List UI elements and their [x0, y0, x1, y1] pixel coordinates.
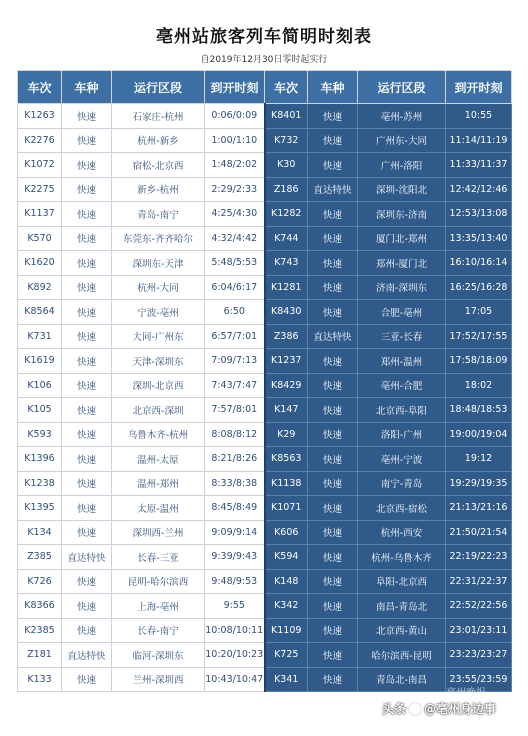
- cell-train-type: 快速: [308, 422, 358, 447]
- cell-time: 11:33/11:37: [446, 153, 512, 178]
- cell-time: 7:09/7:13: [205, 349, 265, 374]
- cell-time: 18:02: [446, 373, 512, 398]
- cell-train-type: 快速: [308, 496, 358, 521]
- cell-train-no: K606: [265, 520, 308, 545]
- cell-time: 22:19/22:23: [446, 545, 512, 570]
- table-row: [18, 643, 512, 668]
- header-route: 运行区段: [112, 71, 205, 104]
- cell-time: 4:32/4:42: [205, 226, 265, 251]
- cell-time: 23:55/23:59: [446, 667, 512, 692]
- header-train-type: 车种: [308, 71, 358, 104]
- cell-time: 17:52/17:55: [446, 324, 512, 349]
- cell-train-no: K732: [265, 128, 308, 153]
- cell-train-no: K725: [265, 643, 308, 668]
- cell-time: 22:52/22:56: [446, 594, 512, 619]
- watermark-account: @亳州身边事: [424, 702, 497, 716]
- cell-route: 新乡-杭州: [112, 177, 205, 202]
- cell-time: 18:48/18:53: [446, 398, 512, 423]
- cell-train-type: 快速: [308, 667, 358, 692]
- table-row: [18, 373, 512, 398]
- cell-route: 乌鲁木齐-杭州: [112, 422, 205, 447]
- cell-time: 1:48/2:02: [205, 153, 265, 178]
- header-train-no: 车次: [18, 71, 62, 104]
- cell-route: 北京西-阜阳: [358, 398, 446, 423]
- cell-train-type: 快速: [62, 153, 112, 178]
- cell-route: 阜阳-北京西: [358, 569, 446, 594]
- cell-time: 6:57/7:01: [205, 324, 265, 349]
- table-row: [18, 104, 512, 129]
- cell-train-type: 快速: [62, 447, 112, 472]
- cell-time: 8:21/8:26: [205, 447, 265, 472]
- table-row: [18, 177, 512, 202]
- cell-train-no: K1238: [18, 471, 62, 496]
- cell-time: 9:09/9:14: [205, 520, 265, 545]
- cell-train-type: 快速: [308, 128, 358, 153]
- cell-train-no: K744: [265, 226, 308, 251]
- cell-train-type: 快速: [308, 300, 358, 325]
- cell-time: 7:57/8:01: [205, 398, 265, 423]
- cell-time: 6:04/6:17: [205, 275, 265, 300]
- cell-train-type: 快速: [308, 226, 358, 251]
- cell-train-type: 直达特快: [62, 643, 112, 668]
- cell-time: 22:31/22:37: [446, 569, 512, 594]
- table-row: [18, 202, 512, 227]
- cell-route: 石家庄-杭州: [112, 104, 205, 129]
- cell-train-type: 快速: [62, 594, 112, 619]
- table-row: [18, 520, 512, 545]
- cell-time: 1:00/1:10: [205, 128, 265, 153]
- cell-route: 深圳东-济南: [358, 202, 446, 227]
- cell-train-no: K731: [18, 324, 62, 349]
- cell-train-no: K8564: [18, 300, 62, 325]
- table-row: [18, 128, 512, 153]
- cell-time: 12:42/12:46: [446, 177, 512, 202]
- cell-route: 三亚-长春: [358, 324, 446, 349]
- cell-train-type: 快速: [308, 545, 358, 570]
- cell-train-no: K8563: [265, 447, 308, 472]
- cell-time: 19:00/19:04: [446, 422, 512, 447]
- cell-route: 亳州-苏州: [358, 104, 446, 129]
- cell-route: 临河-深圳东: [112, 643, 205, 668]
- header-route: 运行区段: [358, 71, 446, 104]
- cell-route: 厦门北-郑州: [358, 226, 446, 251]
- cell-train-no: K593: [18, 422, 62, 447]
- cell-train-type: 快速: [308, 275, 358, 300]
- cell-route: 宿松-北京西: [112, 153, 205, 178]
- cell-train-no: K1109: [265, 618, 308, 643]
- cell-train-type: 快速: [308, 153, 358, 178]
- cell-route: 南宁-青岛: [358, 471, 446, 496]
- cell-route: 天津-深圳东: [112, 349, 205, 374]
- watermark: [382, 700, 496, 717]
- table-row: [18, 226, 512, 251]
- table-row: [18, 545, 512, 570]
- cell-train-no: K1137: [18, 202, 62, 227]
- cell-train-no: K743: [265, 251, 308, 276]
- table-row: [18, 667, 512, 692]
- cell-time: 4:25/4:30: [205, 202, 265, 227]
- cell-train-no: K2385: [18, 618, 62, 643]
- table-row: [18, 153, 512, 178]
- cell-train-no: K148: [265, 569, 308, 594]
- cell-route: 兰州-深圳西: [112, 667, 205, 692]
- cell-route: 青岛北-南昌: [358, 667, 446, 692]
- cell-train-no: Z386: [265, 324, 308, 349]
- cell-route: 北京西-黄山: [358, 618, 446, 643]
- cell-train-type: 快速: [308, 569, 358, 594]
- cell-train-type: 快速: [308, 373, 358, 398]
- cell-train-no: K892: [18, 275, 62, 300]
- cell-train-no: K1281: [265, 275, 308, 300]
- header-time: 到开时刻: [446, 71, 512, 104]
- cell-time: 8:33/8:38: [205, 471, 265, 496]
- cell-time: 6:50: [205, 300, 265, 325]
- cell-time: 10:08/10:11: [205, 618, 265, 643]
- cell-train-type: 快速: [308, 643, 358, 668]
- cell-train-no: K1396: [18, 447, 62, 472]
- cell-train-no: K105: [18, 398, 62, 423]
- cell-time: 21:13/21:16: [446, 496, 512, 521]
- cell-time: 17:58/18:09: [446, 349, 512, 374]
- cell-train-type: 快速: [62, 398, 112, 423]
- cell-train-type: 快速: [62, 667, 112, 692]
- cell-route: 太原-温州: [112, 496, 205, 521]
- cell-train-type: 快速: [308, 594, 358, 619]
- cell-route: 上海-亳州: [112, 594, 205, 619]
- cell-train-type: 快速: [308, 398, 358, 423]
- cell-route: 杭州-乌鲁木齐: [358, 545, 446, 570]
- cell-train-type: 快速: [308, 202, 358, 227]
- cell-train-no: Z186: [265, 177, 308, 202]
- cell-train-no: K8366: [18, 594, 62, 619]
- cell-train-no: K570: [18, 226, 62, 251]
- header-train-type: 车种: [62, 71, 112, 104]
- cell-train-type: 快速: [62, 373, 112, 398]
- cell-train-no: K1138: [265, 471, 308, 496]
- cell-train-no: K134: [18, 520, 62, 545]
- cell-time: 19:12: [446, 447, 512, 472]
- cell-train-type: 快速: [62, 104, 112, 129]
- cell-route: 郑州-厦门北: [358, 251, 446, 276]
- cell-route: 济南-深圳东: [358, 275, 446, 300]
- cell-train-type: 直达特快: [308, 324, 358, 349]
- cell-train-no: K726: [18, 569, 62, 594]
- cell-train-no: K106: [18, 373, 62, 398]
- cell-time: 9:48/9:53: [205, 569, 265, 594]
- cell-route: 洛阳-广州: [358, 422, 446, 447]
- cell-train-type: 快速: [308, 349, 358, 374]
- cell-train-no: Z385: [18, 545, 62, 570]
- cell-train-type: 快速: [62, 618, 112, 643]
- page-title: 亳州站旅客列车简明时刻表: [156, 27, 372, 47]
- header-time: 到开时刻: [205, 71, 265, 104]
- cell-route: 亳州-合肥: [358, 373, 446, 398]
- cell-route: 东莞东-齐齐哈尔: [112, 226, 205, 251]
- cell-train-no: K1282: [265, 202, 308, 227]
- cell-train-no: K2275: [18, 177, 62, 202]
- cell-route: 温州-太原: [112, 447, 205, 472]
- table-row: [18, 349, 512, 374]
- cell-route: 杭州-新乡: [112, 128, 205, 153]
- table-row: [18, 300, 512, 325]
- cell-time: 10:43/10:47: [205, 667, 265, 692]
- cell-time: 12:53/13:08: [446, 202, 512, 227]
- cell-time: 19:29/19:35: [446, 471, 512, 496]
- cell-time: 10:55: [446, 104, 512, 129]
- cell-route: 深圳-北京西: [112, 373, 205, 398]
- cell-route: 哈尔滨西-昆明: [358, 643, 446, 668]
- table-row: [18, 251, 512, 276]
- table-row: [18, 275, 512, 300]
- cell-train-no: K1263: [18, 104, 62, 129]
- cell-time: 2:29/2:33: [205, 177, 265, 202]
- cell-route: 深圳-沈阳北: [358, 177, 446, 202]
- header-train-no: 车次: [265, 71, 308, 104]
- cell-time: 8:08/8:12: [205, 422, 265, 447]
- watermark-prefix: 头条: [382, 702, 407, 716]
- cell-route: 亳州-宁波: [358, 447, 446, 472]
- cell-route: 昆明-哈尔滨西: [112, 569, 205, 594]
- cell-train-no: K1072: [18, 153, 62, 178]
- cell-time: 16:25/16:28: [446, 275, 512, 300]
- cell-time: 9:55: [205, 594, 265, 619]
- table-row: [18, 594, 512, 619]
- cell-train-no: K342: [265, 594, 308, 619]
- cell-time: 5:48/5:53: [205, 251, 265, 276]
- cell-train-no: K1071: [265, 496, 308, 521]
- cell-route: 长春-南宁: [112, 618, 205, 643]
- cell-train-type: 快速: [62, 496, 112, 521]
- cell-train-no: K30: [265, 153, 308, 178]
- cell-train-type: 快速: [308, 104, 358, 129]
- cell-train-no: K1620: [18, 251, 62, 276]
- cell-train-no: K147: [265, 398, 308, 423]
- cell-train-no: K29: [265, 422, 308, 447]
- cell-train-type: 直达特快: [308, 177, 358, 202]
- table-row: [18, 569, 512, 594]
- cell-route: 杭州-大同: [112, 275, 205, 300]
- table-row: [18, 447, 512, 472]
- camera-icon: [409, 703, 421, 715]
- cell-time: 23:23/23:27: [446, 643, 512, 668]
- table-row: [18, 324, 512, 349]
- table-row: [18, 398, 512, 423]
- cell-train-type: 快速: [62, 569, 112, 594]
- cell-route: 广州东-大同: [358, 128, 446, 153]
- cell-train-type: 快速: [62, 324, 112, 349]
- cell-train-no: K1237: [265, 349, 308, 374]
- cell-route: 广州-洛阳: [358, 153, 446, 178]
- table-row: [18, 618, 512, 643]
- cell-train-no: K594: [265, 545, 308, 570]
- cell-train-type: 快速: [308, 251, 358, 276]
- cell-time: 23:01/23:11: [446, 618, 512, 643]
- cell-route: 温州-郑州: [112, 471, 205, 496]
- watermark-overlay-text: 亳州晚报: [446, 688, 486, 699]
- cell-time: 0:06/0:09: [205, 104, 265, 129]
- cell-train-type: 快速: [62, 471, 112, 496]
- cell-train-no: K2276: [18, 128, 62, 153]
- table-row: [18, 496, 512, 521]
- cell-time: 16:10/16:14: [446, 251, 512, 276]
- cell-train-type: 快速: [62, 226, 112, 251]
- cell-route: 宁波-亳州: [112, 300, 205, 325]
- cell-train-type: 直达特快: [62, 545, 112, 570]
- cell-route: 深圳东-天津: [112, 251, 205, 276]
- cell-train-no: K133: [18, 667, 62, 692]
- cell-train-type: 快速: [62, 520, 112, 545]
- cell-train-type: 快速: [308, 447, 358, 472]
- cell-route: 南昌-青岛北: [358, 594, 446, 619]
- timetable: [17, 70, 512, 692]
- table-row: [18, 422, 512, 447]
- cell-train-type: 快速: [62, 202, 112, 227]
- cell-train-no: K1619: [18, 349, 62, 374]
- timetable-header-row: [18, 71, 512, 104]
- cell-time: 10:20/10:23: [205, 643, 265, 668]
- cell-time: 9:39/9:43: [205, 545, 265, 570]
- cell-route: 合肥-亳州: [358, 300, 446, 325]
- cell-time: 13:35/13:40: [446, 226, 512, 251]
- cell-train-type: 快速: [62, 275, 112, 300]
- effective-date-note: 自2019年12月30日零时起实行: [200, 55, 328, 65]
- cell-train-type: 快速: [308, 471, 358, 496]
- cell-train-no: K341: [265, 667, 308, 692]
- cell-train-type: 快速: [308, 520, 358, 545]
- cell-train-no: K8429: [265, 373, 308, 398]
- cell-route: 北京西-宿松: [358, 496, 446, 521]
- table-row: [18, 471, 512, 496]
- cell-train-type: 快速: [62, 349, 112, 374]
- cell-route: 北京西-深圳: [112, 398, 205, 423]
- cell-route: 青岛-南宁: [112, 202, 205, 227]
- cell-route: 大同-广州东: [112, 324, 205, 349]
- cell-train-type: 快速: [62, 177, 112, 202]
- cell-train-type: 快速: [62, 251, 112, 276]
- cell-train-type: 快速: [62, 128, 112, 153]
- cell-time: 11:14/11:19: [446, 128, 512, 153]
- cell-time: 21:50/21:54: [446, 520, 512, 545]
- cell-train-type: 快速: [62, 422, 112, 447]
- cell-time: 8:45/8:49: [205, 496, 265, 521]
- cell-train-no: K1395: [18, 496, 62, 521]
- cell-time: 17:05: [446, 300, 512, 325]
- cell-train-no: K8430: [265, 300, 308, 325]
- cell-time: 7:43/7:47: [205, 373, 265, 398]
- cell-train-no: K8401: [265, 104, 308, 129]
- cell-route: 深圳西-兰州: [112, 520, 205, 545]
- cell-train-type: 快速: [308, 618, 358, 643]
- cell-train-no: Z181: [18, 643, 62, 668]
- cell-route: 长春-三亚: [112, 545, 205, 570]
- cell-route: 郑州-温州: [358, 349, 446, 374]
- cell-route: 杭州-西安: [358, 520, 446, 545]
- cell-train-type: 快速: [62, 300, 112, 325]
